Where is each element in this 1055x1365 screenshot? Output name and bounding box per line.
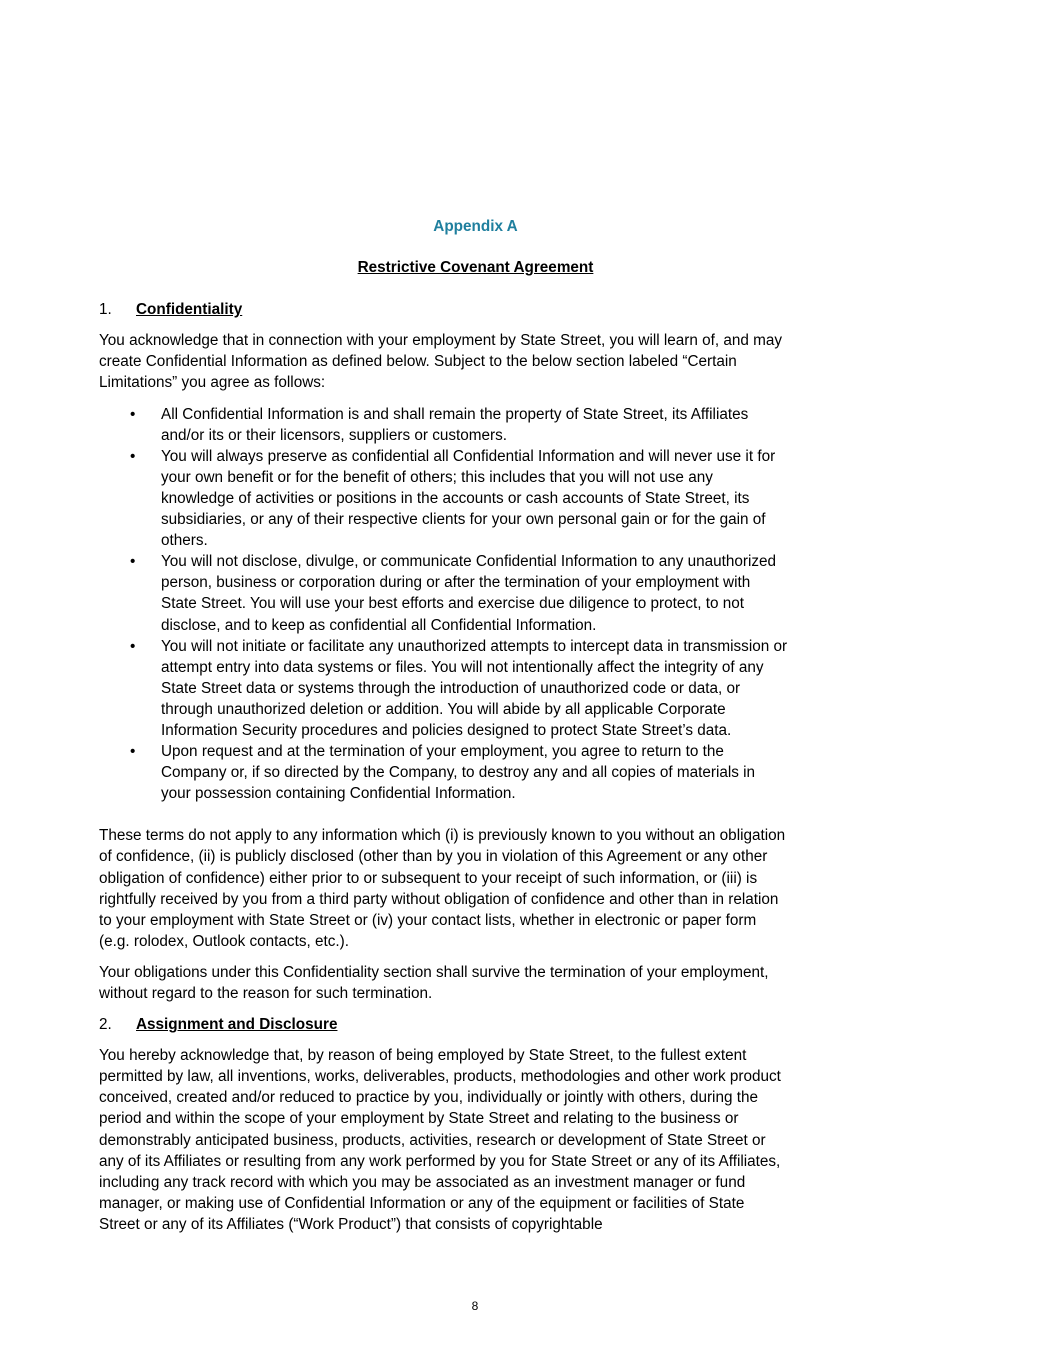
bullet-icon: • [130,743,136,761]
section-number: 1. [99,301,112,319]
list-item [99,551,789,635]
list-item [99,636,789,741]
section-1-exclusions-paragraph: These terms do not apply to any information which (i) is previously known to you without an obligation of confidence, (ii) is publicly disclosed (other than by you in violation of this Agreement or any other obligation of confidence) either prior to or subsequent to your receipt of such information, or (iii) is rightfully received by you from a third party without obligation of confidence and other than in relation to your employment with State Street or (iv) your contact lists, whether in electronic or paper form (e.g. rolodex, Outlook contacts, etc.). [99,827,786,950]
list-item [99,404,789,446]
document-title: Restrictive Covenant Agreement [357,259,594,277]
section-title: Assignment and Disclosure [136,1016,338,1034]
list-item-text: You will not initiate or facilitate any unauthorized attempts to intercept data in transmission or attempt entry into data systems or files. You will not intentionally affect the integrity of any State Street data or systems through the introduction of unauthorized code or data, or through unauthorized deletion or addition. You will abide by all applicable Corporate Information Security procedures and policies designed to protect State Street’s data. [161,637,788,739]
list-item-text: You will always preserve as confidential all Confidential Information and will never use it for your own benefit or for the benefit of others; this includes that you will not use any knowledge of activities or positions in the accounts or cash accounts of State Street, its subsidiaries, or any of their respective clients for your own personal gain or for the gain of others. [161,447,776,550]
list-item-text: You will not disclose, divulge, or communicate Confidential Information to any unauthorized person, business or corporation during or after the termination of your employment with State Street. You will use your best efforts and exercise due diligence to protect, to not disclose, and to keep as confidential all Confidential Information. [161,553,777,634]
section-2-intro: You hereby acknowledge that, by reason of being employed by State Street, to the fullest extent permitted by law, all inventions, works, deliverables, products, methodologies and other work product conceived, created and/or reduced to practice by you, individually or jointly with others, during the period and within the scope of your employment by State Street and relating to the business or demonstrably anticipated business, products, activities, research or development of State Street or any of its Affiliates or resulting from any work performed by you for State Street or any of its Affiliates, including any track record with which you may be associated as an investment manager or fund manager, or making use of Confidential Information or any of the equipment or facilities of State Street or any of its Affiliates (“Work Product”) that consists of copyrightable [99,1047,781,1233]
appendix-title: Appendix A [433,218,518,235]
section-2-heading [99,1014,789,1035]
confidentiality-bullet-list [99,404,789,805]
bullet-icon: • [130,447,136,465]
bullet-icon: • [130,405,136,423]
list-item [99,446,789,551]
section-1-survival-paragraph: Your obligations under this Confidentiality section shall survive the termination of your employment, without regard to the reason for such termination. [99,963,769,1002]
bullet-icon: • [130,553,136,571]
bullet-icon: • [130,637,136,655]
section-1-intro: You acknowledge that in connection with your employment by State Street, you will learn of, and may create Confidential Information as defined below. Subject to the below section labeled “Certain Limitations” you agree as follows: [99,332,783,392]
section-1-heading [99,299,789,320]
list-item-text: All Confidential Information is and shall remain the property of State Street, its Affiliates and/or its or their licensors, suppliers or customers. [161,405,749,444]
page-content [99,216,789,1245]
section-number: 2. [99,1016,112,1034]
list-item-text: Upon request and at the termination of your employment, you agree to return to the Company or, if so directed by the Company, to destroy any and all copies of materials in your possession containing Confidential Information. [161,743,756,803]
page-number: 8 [471,1299,479,1313]
list-item [99,741,789,804]
section-title: Confidentiality [136,301,243,319]
